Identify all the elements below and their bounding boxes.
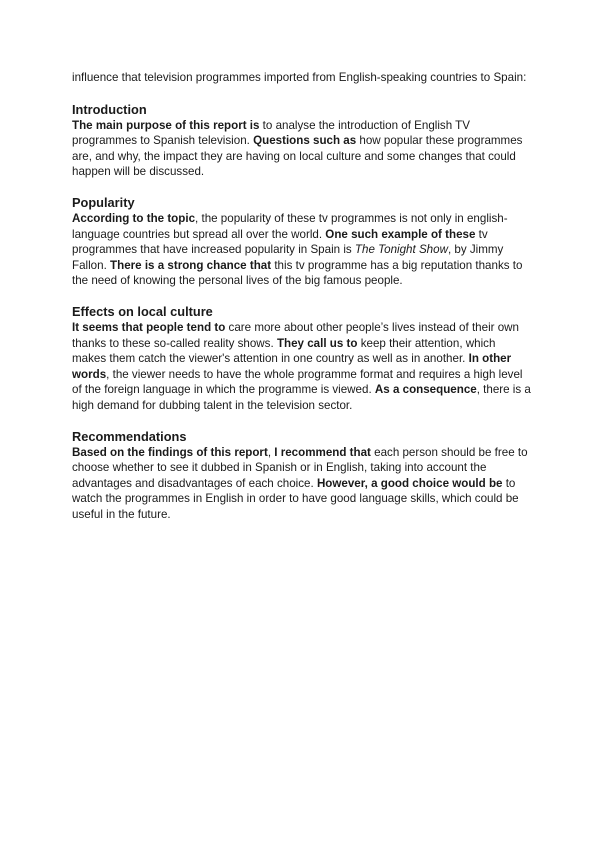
section-heading: Recommendations <box>72 428 187 444</box>
document-page <box>72 70 532 537</box>
body-text: , the popularity of these tv programmes is not only in english-language countries but spread all over the world. <box>72 211 508 241</box>
section-body <box>72 445 532 523</box>
bold-phrase: According to the topic <box>72 211 196 225</box>
section-heading: Popularity <box>72 194 135 210</box>
body-text: , there is a high demand for dubbing talent in the television sector. <box>72 383 531 412</box>
section-body <box>72 118 532 180</box>
italic-title: The Tonight Show <box>354 243 448 257</box>
body-text: keep their attention, which makes them catch the viewer's attention in one country as well as in another. <box>72 336 496 366</box>
intro-paragraph: influence that television programmes imported from English-speaking countries to Spain: <box>72 71 527 84</box>
section-heading: Effects on local culture <box>72 303 213 319</box>
body-text: this tv programme has a big reputation thanks to the need of knowing the personal lives of the big famous people. <box>72 258 523 288</box>
body-text: care more about other people’s lives instead of their own thanks to these so-called reality shows. <box>72 320 519 350</box>
section-body <box>72 320 532 414</box>
section-introduction <box>72 102 532 180</box>
bold-phrase: In other words <box>72 352 512 381</box>
bold-phrase: They call us to <box>276 336 358 350</box>
section-popularity <box>72 195 532 289</box>
bold-phrase: I recommend that <box>274 445 371 459</box>
body-text: , the viewer needs to have the whole programme format and requires a high level of the foreign language in which the programme is viewed. <box>72 367 523 397</box>
section-body <box>72 211 532 289</box>
body-text: to watch the programmes in English in order to have good language skills, which could be useful in the future. <box>72 476 519 521</box>
bold-phrase: However, a good choice would be <box>316 476 503 490</box>
body-text: , by Jimmy Fallon. <box>72 243 504 272</box>
bold-phrase: As a consequence <box>374 383 477 397</box>
bold-phrase: It seems that people tend to <box>72 320 226 334</box>
body-text: tv programmes that have increased popularity in Spain is <box>72 227 488 257</box>
bold-phrase: Questions such as <box>253 134 357 148</box>
body-text: , <box>267 445 275 459</box>
bold-phrase: Based on the findings of this report <box>72 445 268 459</box>
section-heading: Introduction <box>72 101 147 117</box>
bold-phrase: The main purpose of this report is <box>72 118 260 132</box>
bold-phrase: One such example of these <box>325 227 476 241</box>
body-text: to analyse the introduction of English TV programmes to Spanish television. <box>72 118 470 148</box>
body-text: how popular these programmes are, and why, the impact they are having on local culture and some changes that could happen will be discussed. <box>72 134 523 179</box>
bold-phrase: There is a strong chance that <box>110 258 272 272</box>
section-effects-on-local-culture <box>72 304 532 414</box>
section-recommendations <box>72 429 532 523</box>
body-text: each person should be free to choose whether to see it dubbed in Spanish or in English, taking into account the advantages and disadvantages of each choice. <box>72 445 528 490</box>
